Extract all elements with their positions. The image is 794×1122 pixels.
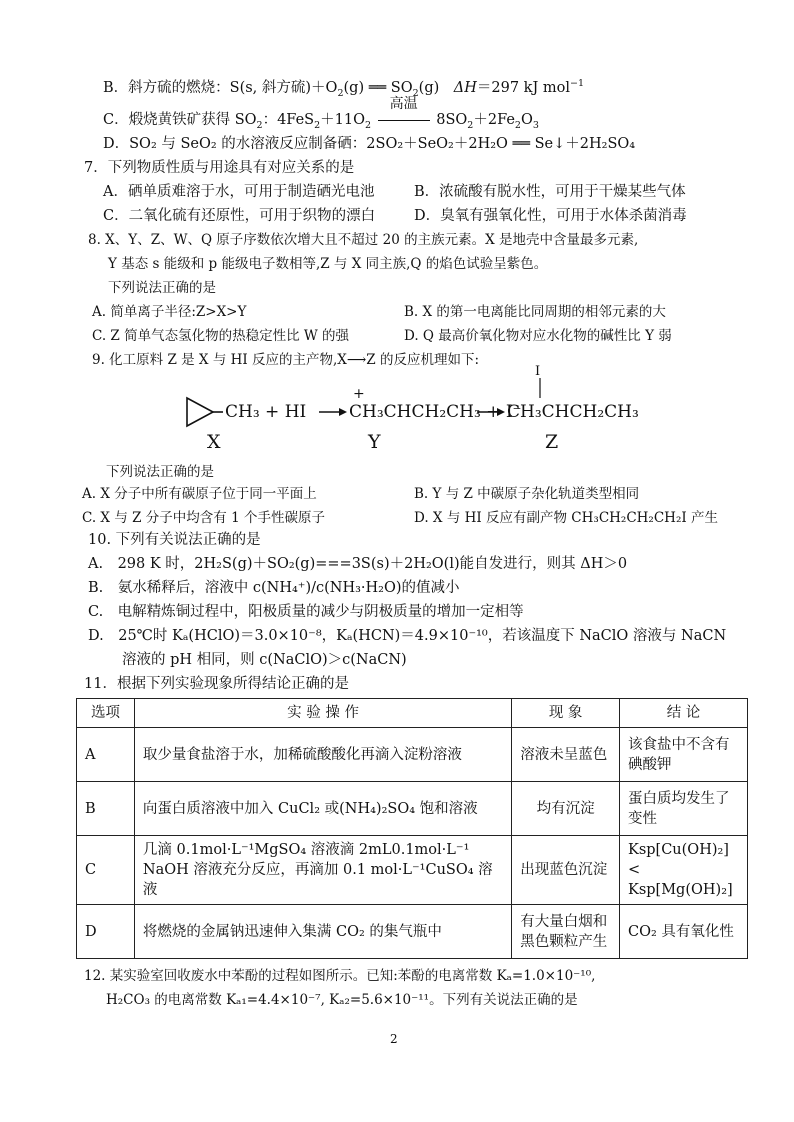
label-x: X (207, 431, 221, 453)
label-y: Y (368, 431, 381, 453)
header-operation: 实 验 操 作 (134, 699, 511, 728)
reaction-mechanism (185, 364, 645, 460)
page-number: 2 (390, 1032, 398, 1046)
table-row (77, 782, 748, 836)
question-10: 10. 下列有关说法正确的是 (88, 532, 261, 548)
q8-option-d: D. Q 最高价氧化物对应水化物的碱性比 Y 弱 (404, 328, 672, 344)
x-formula: CH₃ + HI (225, 402, 307, 422)
option-b-value: ＝297 kJ mol (476, 80, 571, 96)
row-conclusion: 蛋白质均发生了变性 (620, 782, 748, 836)
q10-option-a: A. 298 K 时，2H₂S(g)＋SO₂(g)===3S(s)＋2H₂O(l)能自发进行，则其 ΔH＞0 (88, 556, 628, 572)
row-conclusion: 该食盐中不含有碘酸钾 (620, 728, 748, 782)
header-conclusion: 结 论 (620, 699, 748, 728)
row-option: B (77, 782, 135, 836)
row-observation: 均有沉淀 (512, 782, 620, 836)
q7-option-d: D．臭氧有强氧化性，可用于水体杀菌消毒 (414, 208, 687, 224)
question-9 (92, 350, 479, 370)
z-iodine: I (535, 364, 541, 379)
table-row (77, 728, 748, 782)
table-row (77, 905, 748, 959)
question-9-text: 9. 化工原料 Z 是 X 与 HI 反应的主产物,X (92, 352, 347, 368)
q7-option-c: C．二氧化硫有还原性，可用于织物的漂白 (103, 208, 376, 224)
question-9-text-end: Z 的反应机理如下: (366, 352, 480, 368)
question-7: 7．下列物质性质与用途具有对应关系的是 (84, 160, 355, 176)
q8-option-a: A. 简单离子半径:Z>X>Y (92, 304, 247, 320)
option-c-text: C．煅烧黄铁矿获得 SO (103, 112, 257, 128)
option-c-text-2: ：4FeS (262, 112, 315, 128)
option-c-text-5: ＋2Fe (473, 112, 515, 128)
q7-option-a: A．硒单质难溶于水，可用于制造硒光电池 (103, 184, 375, 200)
question-12: 12. 某实验室回收废水中苯酚的过程如图所示。已知:苯酚的电离常数 Kₐ=1.0×10⁻¹⁰, (84, 968, 596, 984)
condition-label: 高温 (389, 96, 418, 112)
row-operation: 将燃烧的金属钠迅速伸入集满 CO₂ 的集气瓶中 (134, 905, 511, 959)
row-operation: 取少量食盐溶于水，加稀硫酸酸化再滴入淀粉溶液 (134, 728, 511, 782)
q8-option-c: C. Z 简单气态氢化物的热稳定性比 W 的强 (92, 328, 350, 344)
question-12-line-2: H₂CO₃ 的电离常数 Kₐ₁=4.4×10⁻⁷, Kₐ₂=5.6×10⁻¹¹。下列有关说法正确的是 (106, 992, 578, 1008)
option-c-text-4: 8SO (431, 112, 468, 128)
q10-option-d-line-2: 溶液的 pH 相同，则 c(NaClO)＞c(NaCN) (122, 652, 407, 668)
q7-option-b: B．浓硫酸有脱水性，可用于干燥某些气体 (414, 184, 686, 200)
y-charge: + (353, 386, 365, 402)
z-formula: CH₃CHCH₂CH₃ (507, 402, 639, 422)
delta-h: ΔH (453, 80, 477, 96)
y-formula: CH₃CHCH₂CH₃ + I⁻ (349, 402, 522, 422)
header-observation: 现 象 (512, 699, 620, 728)
q10-option-b: B. 氨水稀释后，溶液中 c(NH₄⁺)/c(NH₃·H₂O)的值减小 (88, 580, 460, 596)
table-row (77, 836, 748, 905)
q9-option-c: C. X 与 Z 分子中均含有 1 个手性碳原子 (82, 510, 325, 526)
row-option: A (77, 728, 135, 782)
label-z: Z (545, 431, 559, 453)
header-option: 选项 (77, 699, 135, 728)
q9-option-d: D. X 与 HI 反应有副产物 CH₃CH₂CH₂CH₂I 产生 (414, 510, 718, 526)
option-b-text-3: (g) (418, 80, 454, 96)
q9-option-b: B. Y 与 Z 中碳原子杂化轨道类型相同 (414, 486, 640, 502)
option-b-text-2: (g) ══ SO (343, 80, 413, 96)
option-c-line: C．煅烧黄铁矿获得 $SO_2$：$4FeS_2+11O_2$ 高温 $8SO_2+2Fe_2O_3$ (103, 96, 539, 131)
row-observation: 有大量白烟和黑色颗粒产生 (512, 905, 620, 959)
reaction-arrow-high-temp (376, 96, 432, 130)
option-b-line: B．斜方硫的燃烧：S(s, 斜方硫)$+O_2(g)$ ══ $SO_2(g)$ ΔH＝297 kJ mol$^{-1}$ (103, 78, 585, 99)
question-8: 8. X、Y、Z、W、Q 原子序数依次增大且不超过 20 的主族元素。X 是地壳中含量最多元素, (88, 232, 639, 248)
experiment-table (76, 698, 748, 959)
table-header-row (77, 699, 748, 728)
row-operation: 几滴 0.1mol·L⁻¹MgSO₄ 溶液滴 2mL0.1mol·L⁻¹ NaOH 溶液充分反应，再滴加 0.1 mol·L⁻¹CuSO₄ 溶液 (134, 836, 511, 905)
option-c-text-3: ＋11O (320, 112, 365, 128)
option-b-text: B．斜方硫的燃烧：S(s, 斜方硫)＋O (103, 80, 338, 96)
row-conclusion: CO₂ 具有氧化性 (620, 905, 748, 959)
question-9-prompt: 下列说法正确的是 (106, 464, 214, 480)
question-8-prompt: 下列说法正确的是 (108, 280, 216, 296)
arrow-icon: ⟶ (346, 352, 367, 368)
row-observation: 溶液未呈蓝色 (512, 728, 620, 782)
option-d-line: D．SO₂ 与 SeO₂ 的水溶液反应制备硒：2SO₂＋SeO₂＋2H₂O ══ Se↓＋2H₂SO₄ (103, 136, 636, 152)
row-conclusion: Ksp[Cu(OH)₂]< Ksp[Mg(OH)₂] (620, 836, 748, 905)
q10-option-c: C. 电解精炼铜过程中，阳极质量的减少与阴极质量的增加一定相等 (88, 604, 524, 620)
row-operation: 向蛋白质溶液中加入 CuCl₂ 或(NH₄)₂SO₄ 饱和溶液 (134, 782, 511, 836)
question-8-line-2: Y 基态 s 能级和 p 能级电子数相等,Z 与 X 同主族,Q 的焰色试验呈紫色。 (108, 256, 548, 272)
question-11: 11．根据下列实验现象所得结论正确的是 (84, 676, 349, 692)
q9-option-a: A. X 分子中所有碳原子位于同一平面上 (82, 486, 317, 502)
row-option: C (77, 836, 135, 905)
row-option: D (77, 905, 135, 959)
q10-option-d: D. 25℃时 Kₐ(HClO)＝3.0×10⁻⁸，Kₐ(HCN)＝4.9×10⁻¹⁰，若该温度下 NaClO 溶液与 NaCN (88, 628, 727, 644)
q8-option-b: B. X 的第一电离能比同周期的相邻元素的大 (404, 304, 666, 320)
row-observation: 出现蓝色沉淀 (512, 836, 620, 905)
